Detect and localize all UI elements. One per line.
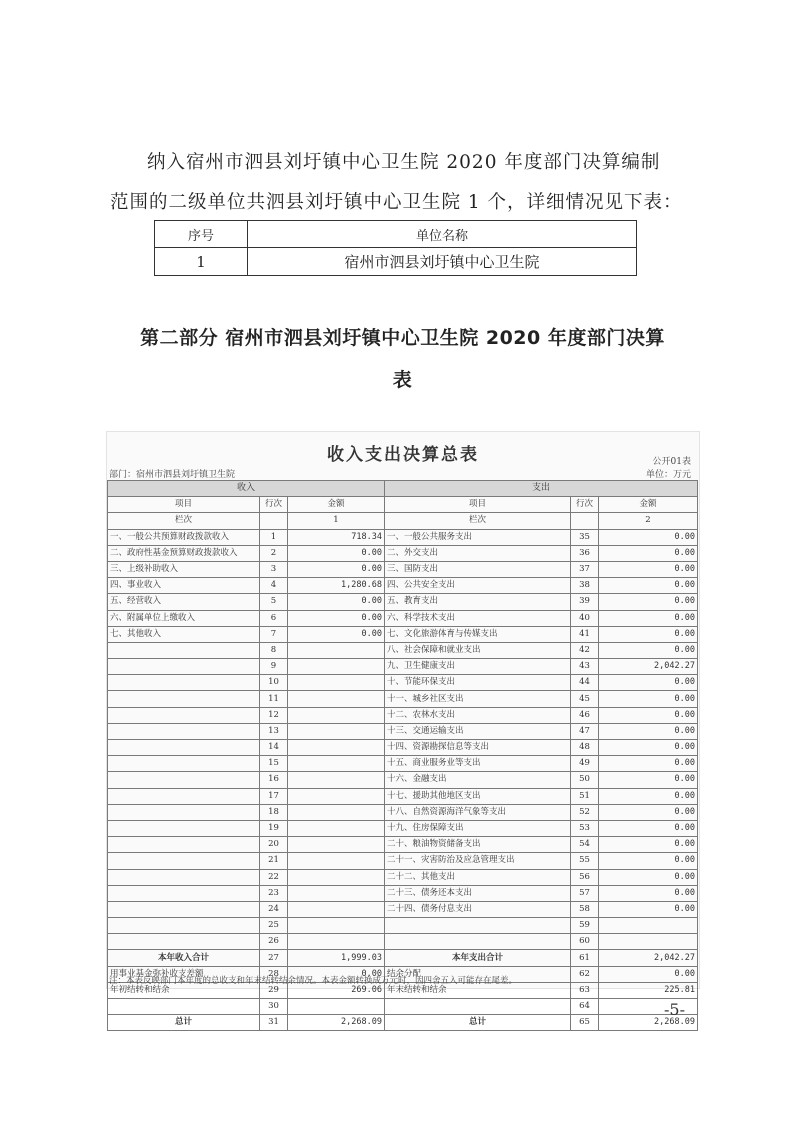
income-item-cell — [108, 918, 260, 934]
income-line-cell: 30 — [260, 999, 288, 1015]
expense-line-cell: 57 — [571, 885, 599, 901]
income-item-cell: 二、政府性基金预算财政拨款收入 — [108, 545, 260, 561]
income-line-cell: 8 — [260, 642, 288, 658]
income-item-cell — [108, 837, 260, 853]
table-row — [108, 529, 698, 545]
expense-item-cell: 七、文化旅游体育与传媒支出 — [385, 626, 571, 642]
expense-amount-cell: 0.00 — [599, 675, 698, 691]
col-header-item: 项目 — [385, 497, 571, 513]
table-row — [108, 820, 698, 836]
expense-item-cell: 二十四、债务付息支出 — [385, 901, 571, 917]
income-line-cell: 15 — [260, 756, 288, 772]
unit-label: 单位：万元 — [645, 470, 691, 480]
section-heading-line-2: 表 — [392, 369, 413, 391]
expense-amount-cell: 0.00 — [599, 885, 698, 901]
income-amount-cell — [288, 659, 385, 675]
unit-table-cell-name: 宿州市泗县刘圩镇中心卫生院 — [248, 248, 637, 276]
income-item-cell — [108, 853, 260, 869]
income-item-cell: 三、上级补助收入 — [108, 561, 260, 577]
income-amount-cell — [288, 691, 385, 707]
table-row — [108, 659, 698, 675]
expense-amount-cell: 0.00 — [599, 869, 698, 885]
col-header-amount: 金额 — [599, 497, 698, 513]
table-row — [108, 545, 698, 561]
income-line-cell: 24 — [260, 901, 288, 917]
expense-amount-cell: 0.00 — [599, 561, 698, 577]
income-line-cell: 14 — [260, 740, 288, 756]
expense-amount-cell: 2,268.09 — [599, 1015, 698, 1031]
expense-line-cell: 55 — [571, 853, 599, 869]
expense-line-cell: 60 — [571, 934, 599, 950]
page-number: -5- — [664, 1000, 685, 1019]
income-line-cell: 17 — [260, 788, 288, 804]
expense-line-cell: 42 — [571, 642, 599, 658]
intro-line-1: 纳入宿州市泗县刘圩镇中心卫生院 2020 年度部门决算编制 — [147, 152, 661, 173]
table-row — [108, 918, 698, 934]
expense-amount-cell: 0.00 — [599, 545, 698, 561]
income-amount-cell: 269.06 — [288, 982, 385, 998]
income-item-cell — [108, 659, 260, 675]
expense-item-cell: 十二、农林水支出 — [385, 707, 571, 723]
income-item-cell — [108, 788, 260, 804]
table-row — [108, 853, 698, 869]
income-line-cell: 31 — [260, 1015, 288, 1031]
income-line-cell: 4 — [260, 578, 288, 594]
expense-amount-cell: 2,042.27 — [599, 659, 698, 675]
income-line-cell: 23 — [260, 885, 288, 901]
income-item-cell: 一、一般公共预算财政拨款收入 — [108, 529, 260, 545]
expense-amount-cell — [599, 918, 698, 934]
income-amount-cell: 1,999.03 — [288, 950, 385, 966]
col-bar-label: 栏次 — [385, 513, 571, 529]
income-col-number: 1 — [288, 513, 385, 529]
expense-line-cell: 52 — [571, 804, 599, 820]
expense-amount-cell: 0.00 — [599, 723, 698, 739]
table-row — [108, 740, 698, 756]
expense-amount-cell: 0.00 — [599, 594, 698, 610]
income-amount-cell: 0.00 — [288, 610, 385, 626]
income-amount-cell — [288, 707, 385, 723]
expense-line-cell: 39 — [571, 594, 599, 610]
income-item-cell — [108, 740, 260, 756]
expense-line-cell: 51 — [571, 788, 599, 804]
expense-amount-cell: 0.00 — [599, 578, 698, 594]
expense-line-cell: 47 — [571, 723, 599, 739]
expense-line-cell: 37 — [571, 561, 599, 577]
expense-item-cell: 五、教育支出 — [385, 594, 571, 610]
income-item-cell: 六、附属单位上缴收入 — [108, 610, 260, 626]
income-line-cell: 28 — [260, 966, 288, 982]
expense-amount-cell: 0.00 — [599, 804, 698, 820]
expense-amount-cell: 0.00 — [599, 772, 698, 788]
income-item-cell: 七、其他收入 — [108, 626, 260, 642]
expense-item-cell: 十六、金融支出 — [385, 772, 571, 788]
income-amount-cell — [288, 642, 385, 658]
expense-item-cell: 四、公共安全支出 — [385, 578, 571, 594]
expense-line-cell: 44 — [571, 675, 599, 691]
income-line-cell: 21 — [260, 853, 288, 869]
expense-line-cell: 48 — [571, 740, 599, 756]
income-amount-cell — [288, 837, 385, 853]
income-amount-cell — [288, 788, 385, 804]
income-amount-cell — [288, 853, 385, 869]
table-row — [108, 999, 698, 1015]
income-line-cell: 29 — [260, 982, 288, 998]
section-heading-line-1: 第二部分 宿州市泗县刘圩镇中心卫生院 2020 年度部门决算 — [140, 327, 665, 349]
income-amount-cell — [288, 756, 385, 772]
expense-item-cell: 八、社会保障和就业支出 — [385, 642, 571, 658]
income-amount-cell — [288, 804, 385, 820]
income-line-cell: 13 — [260, 723, 288, 739]
expense-item-cell: 总计 — [385, 1015, 571, 1031]
income-line-cell: 22 — [260, 869, 288, 885]
income-line-cell: 3 — [260, 561, 288, 577]
table-row — [108, 869, 698, 885]
expense-line-cell: 38 — [571, 578, 599, 594]
table-row — [108, 772, 698, 788]
expense-item-cell: 年末结转和结余 — [385, 982, 571, 998]
income-item-cell — [108, 675, 260, 691]
expense-amount-cell — [599, 934, 698, 950]
expense-amount-cell: 0.00 — [599, 788, 698, 804]
expense-line-cell: 50 — [571, 772, 599, 788]
table-row — [108, 707, 698, 723]
summary-title: 收入支出决算总表 — [327, 445, 479, 465]
income-item-cell: 本年收入合计 — [108, 950, 260, 966]
table-row — [108, 885, 698, 901]
expense-line-cell: 45 — [571, 691, 599, 707]
summary-table-scan — [106, 431, 700, 1028]
income-line-cell: 6 — [260, 610, 288, 626]
table-row — [108, 934, 698, 950]
income-amount-cell: 0.00 — [288, 594, 385, 610]
form-number: 公开01表 — [652, 457, 691, 467]
income-item-cell — [108, 756, 260, 772]
table-row — [108, 756, 698, 772]
income-amount-cell: 0.00 — [288, 966, 385, 982]
income-line-cell: 11 — [260, 691, 288, 707]
expense-line-cell: 53 — [571, 820, 599, 836]
income-amount-cell — [288, 675, 385, 691]
income-item-cell — [108, 885, 260, 901]
expense-line-cell: 49 — [571, 756, 599, 772]
unit-table-header-index: 序号 — [155, 221, 248, 248]
table-row — [108, 901, 698, 917]
income-item-cell: 用事业基金弥补收支差额 — [108, 966, 260, 982]
income-amount-cell — [288, 740, 385, 756]
expense-line-cell: 46 — [571, 707, 599, 723]
income-amount-cell: 1,280.68 — [288, 578, 385, 594]
income-line-cell: 7 — [260, 626, 288, 642]
expense-line-cell: 61 — [571, 950, 599, 966]
income-item-cell — [108, 772, 260, 788]
expense-item-cell — [385, 918, 571, 934]
income-amount-cell — [288, 901, 385, 917]
expense-line-cell: 56 — [571, 869, 599, 885]
col-bar-blank — [571, 513, 599, 529]
income-amount-cell — [288, 934, 385, 950]
table-row — [108, 1015, 698, 1031]
expense-item-cell: 本年支出合计 — [385, 950, 571, 966]
income-line-cell: 26 — [260, 934, 288, 950]
expense-line-cell: 65 — [571, 1015, 599, 1031]
income-amount-cell — [288, 869, 385, 885]
income-amount-cell: 718.34 — [288, 529, 385, 545]
income-item-cell: 年初结转和结余 — [108, 982, 260, 998]
table-row — [108, 950, 698, 966]
income-amount-cell — [288, 772, 385, 788]
expense-amount-cell: 225.81 — [599, 982, 698, 998]
table-row — [108, 675, 698, 691]
income-line-cell: 9 — [260, 659, 288, 675]
income-section-header: 收入 — [108, 481, 385, 497]
expense-item-cell: 十九、住房保障支出 — [385, 820, 571, 836]
expense-line-cell: 54 — [571, 837, 599, 853]
expense-item-cell: 二十一、灾害防治及应急管理支出 — [385, 853, 571, 869]
expense-amount-cell: 0.00 — [599, 740, 698, 756]
income-item-cell — [108, 869, 260, 885]
expense-line-cell: 35 — [571, 529, 599, 545]
income-amount-cell — [288, 918, 385, 934]
expense-item-cell: 二十、粮油物资储备支出 — [385, 837, 571, 853]
expense-item-cell: 十八、自然资源海洋气象等支出 — [385, 804, 571, 820]
expense-amount-cell: 0.00 — [599, 820, 698, 836]
expense-amount-cell: 0.00 — [599, 626, 698, 642]
table-row — [108, 804, 698, 820]
expense-item-cell: 十一、城乡社区支出 — [385, 691, 571, 707]
table-row — [108, 723, 698, 739]
expense-amount-cell: 0.00 — [599, 529, 698, 545]
intro-line-2: 范围的二级单位共泗县刘圩镇中心卫生院 1 个，详细情况见下表： — [110, 192, 683, 213]
expense-amount-cell: 0.00 — [599, 901, 698, 917]
expense-item-cell: 三、国防支出 — [385, 561, 571, 577]
table-row — [108, 837, 698, 853]
col-bar-label: 栏次 — [108, 513, 260, 529]
expense-item-cell — [385, 934, 571, 950]
unit-table — [154, 220, 637, 276]
income-amount-cell: 0.00 — [288, 545, 385, 561]
expense-amount-cell: 0.00 — [599, 853, 698, 869]
income-item-cell — [108, 691, 260, 707]
col-bar-blank — [260, 513, 288, 529]
income-line-cell: 2 — [260, 545, 288, 561]
income-item-cell: 四、事业收入 — [108, 578, 260, 594]
expense-line-cell: 62 — [571, 966, 599, 982]
income-line-cell: 20 — [260, 837, 288, 853]
table-row — [108, 594, 698, 610]
income-item-cell — [108, 934, 260, 950]
income-amount-cell: 2,268.09 — [288, 1015, 385, 1031]
table-row — [108, 561, 698, 577]
expense-item-cell: 二十二、其他支出 — [385, 869, 571, 885]
table-row — [108, 691, 698, 707]
expense-item-cell: 十、节能环保支出 — [385, 675, 571, 691]
income-item-cell — [108, 723, 260, 739]
expense-line-cell: 63 — [571, 982, 599, 998]
expense-line-cell: 58 — [571, 901, 599, 917]
expense-amount-cell: 0.00 — [599, 966, 698, 982]
expense-amount-cell: 0.00 — [599, 707, 698, 723]
income-line-cell: 18 — [260, 804, 288, 820]
table-row — [108, 642, 698, 658]
table-row — [108, 610, 698, 626]
unit-table-header-name: 单位名称 — [248, 221, 637, 248]
unit-table-cell-index: 1 — [155, 248, 248, 276]
expense-item-cell: 一、一般公共服务支出 — [385, 529, 571, 545]
income-line-cell: 5 — [260, 594, 288, 610]
income-item-cell — [108, 901, 260, 917]
expense-col-number: 2 — [599, 513, 698, 529]
income-line-cell: 12 — [260, 707, 288, 723]
expense-item-cell: 六、科学技术支出 — [385, 610, 571, 626]
income-item-cell — [108, 999, 260, 1015]
department-label: 部门：宿州市泗县刘圩镇卫生院 — [109, 470, 236, 480]
expense-line-cell: 40 — [571, 610, 599, 626]
income-item-cell: 总计 — [108, 1015, 260, 1031]
income-amount-cell — [288, 885, 385, 901]
income-item-cell — [108, 642, 260, 658]
expense-line-cell: 41 — [571, 626, 599, 642]
expense-amount-cell: 0.00 — [599, 691, 698, 707]
income-item-cell — [108, 804, 260, 820]
income-item-cell — [108, 820, 260, 836]
expense-item-cell: 十七、援助其他地区支出 — [385, 788, 571, 804]
col-header-line: 行次 — [260, 497, 288, 513]
table-row — [108, 788, 698, 804]
col-header-line: 行次 — [571, 497, 599, 513]
expense-amount-cell: 0.00 — [599, 642, 698, 658]
expense-amount-cell: 2,042.27 — [599, 950, 698, 966]
expense-section-header: 支出 — [385, 481, 698, 497]
expense-line-cell: 64 — [571, 999, 599, 1015]
table-row — [108, 626, 698, 642]
expense-line-cell: 36 — [571, 545, 599, 561]
income-line-cell: 1 — [260, 529, 288, 545]
col-header-item: 项目 — [108, 497, 260, 513]
income-item-cell: 五、经营收入 — [108, 594, 260, 610]
income-item-cell — [108, 707, 260, 723]
income-line-cell: 19 — [260, 820, 288, 836]
income-amount-cell — [288, 999, 385, 1015]
expense-line-cell: 43 — [571, 659, 599, 675]
expense-item-cell: 十四、资源勘探信息等支出 — [385, 740, 571, 756]
expense-item-cell: 结余分配 — [385, 966, 571, 982]
expense-item-cell: 九、卫生健康支出 — [385, 659, 571, 675]
income-line-cell: 27 — [260, 950, 288, 966]
col-header-amount: 金额 — [288, 497, 385, 513]
table-body — [108, 529, 698, 1031]
income-expense-table — [107, 480, 698, 1031]
intro-paragraph — [110, 143, 695, 223]
income-line-cell: 10 — [260, 675, 288, 691]
income-line-cell: 16 — [260, 772, 288, 788]
income-line-cell: 25 — [260, 918, 288, 934]
expense-amount-cell: 0.00 — [599, 837, 698, 853]
expense-amount-cell: 0.00 — [599, 756, 698, 772]
expense-line-cell: 59 — [571, 918, 599, 934]
expense-item-cell: 十三、交通运输支出 — [385, 723, 571, 739]
expense-amount-cell: 0.00 — [599, 610, 698, 626]
income-amount-cell: 0.00 — [288, 626, 385, 642]
income-amount-cell: 0.00 — [288, 561, 385, 577]
section-heading — [110, 317, 695, 401]
expense-item-cell: 二十三、债务还本支出 — [385, 885, 571, 901]
expense-item-cell: 十五、商业服务业等支出 — [385, 756, 571, 772]
income-amount-cell — [288, 723, 385, 739]
table-row — [108, 578, 698, 594]
income-amount-cell — [288, 820, 385, 836]
expense-item-cell — [385, 999, 571, 1015]
expense-item-cell: 二、外交支出 — [385, 545, 571, 561]
table-note: 注：本表反映部门本年度的总收支和年末结转结余情况。本表金额转换成万元时，因四舍五入可能存在尾差。 — [109, 976, 518, 986]
